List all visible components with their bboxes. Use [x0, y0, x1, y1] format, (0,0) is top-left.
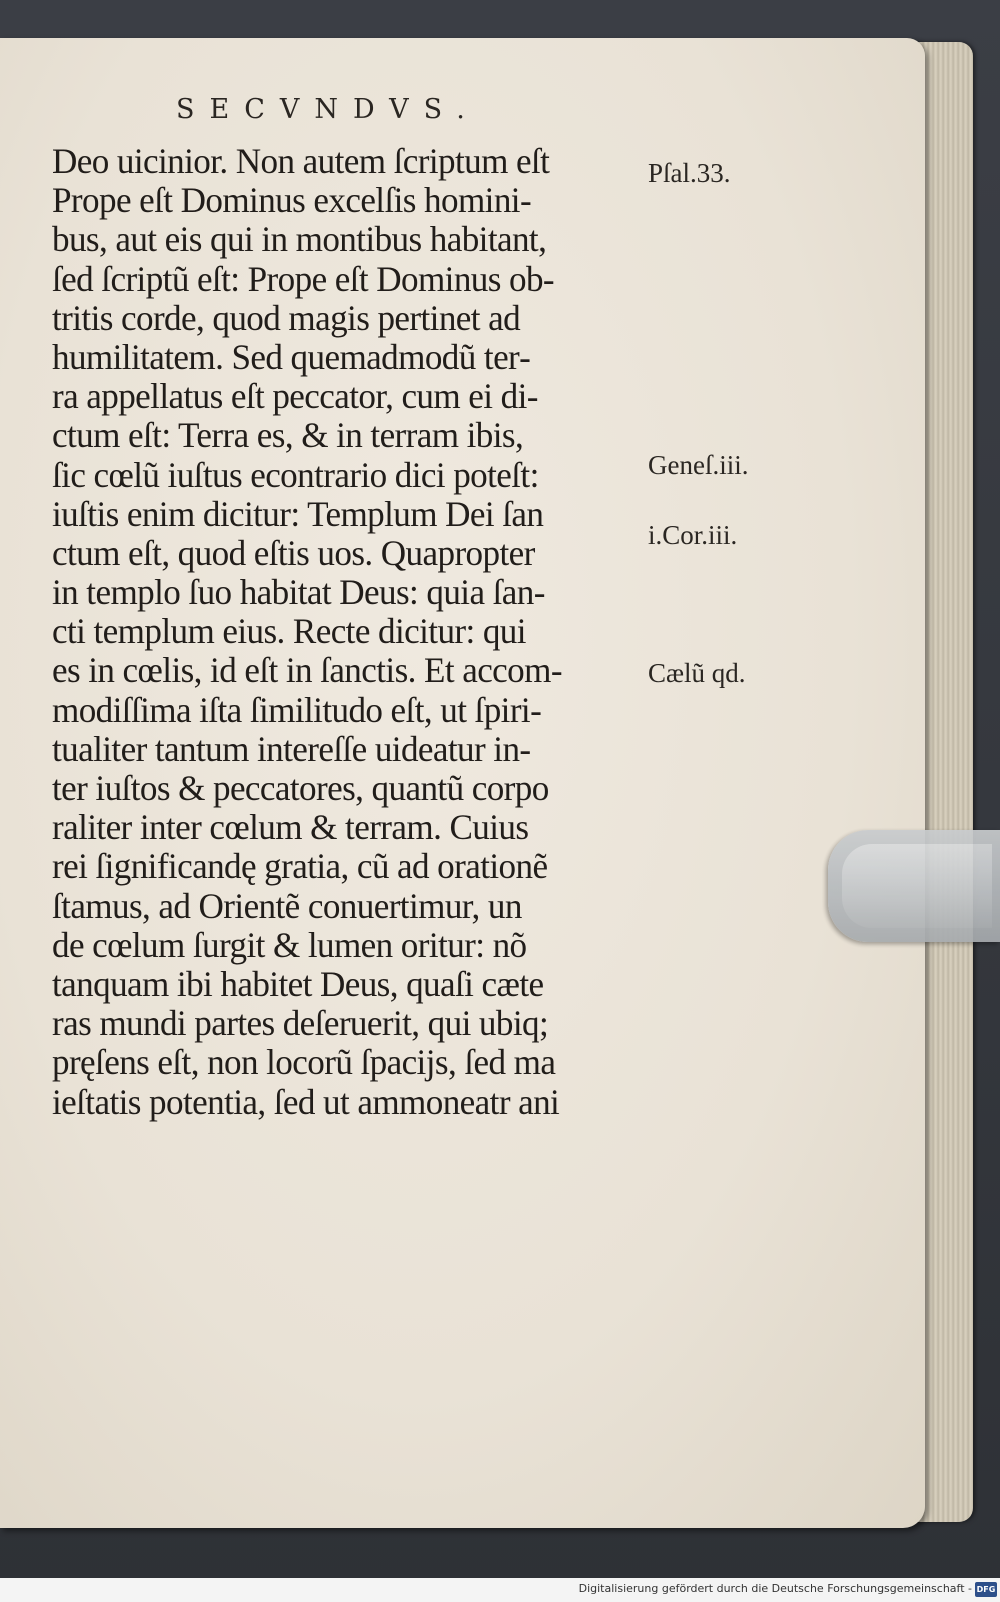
- text-line: modiſſima iſta ſimilitudo eſt, ut ſpiri‑: [52, 689, 542, 730]
- text-line: ra appellatus eſt peccator, cum ei di‑: [52, 376, 538, 417]
- text-line: ter iuſtos & peccatores, quantũ corpo: [52, 768, 549, 808]
- text-line: Deo uicinior. Non autem ſcriptum eſt: [52, 141, 550, 181]
- text-line: raliter inter cœlum & terram. Cuius: [52, 807, 529, 848]
- text-line: ras mundi partes deſeruerit, qui ubiq;: [52, 1003, 549, 1044]
- text-line: rei ſignificandę gratia, cũ ad orationẽ: [52, 846, 548, 887]
- text-line: cti templum eius. Recte dicitur: qui: [52, 611, 526, 652]
- page-clip: [828, 830, 1000, 942]
- margin-note-genes: Geneſ.iii.: [648, 450, 749, 480]
- text-line: ctum eſt: Terra es, & in terram ibis,: [52, 415, 524, 456]
- body-text: [52, 142, 652, 1122]
- text-line: tritis corde, quod magis pertinet ad: [52, 297, 521, 338]
- margin-note-cor: i.Cor.iii.: [648, 520, 738, 550]
- text-line: in templo ſuo habitat Deus: quia ſan‑: [52, 572, 545, 613]
- text-line: ctum eſt, quod eſtis uos. Quapropter: [52, 532, 535, 573]
- text-line: de cœlum ſurgit & lumen oritur: nõ: [52, 924, 527, 965]
- text-line: humilitatem. Sed quemadmodũ ter‑: [52, 336, 531, 377]
- text-line: Prope eſt Dominus excelſis homini‑: [52, 180, 532, 221]
- text-line: pręſens eſt, non locorũ ſpacijs, ſed ma: [52, 1042, 556, 1083]
- running-head: SECVNDVS.: [176, 94, 480, 125]
- text-line: tualiter tantum intereſſe uideatur in‑: [52, 728, 531, 769]
- footer-bar: [0, 1578, 1000, 1602]
- margin-note-caelum: Cælũ qd.: [648, 658, 746, 688]
- text-line: iuſtis enim dicitur: Templum Dei ſan: [52, 493, 544, 534]
- text-line: ſic cœlũ iuſtus econtrario dici poteſt:: [52, 454, 539, 495]
- text-line: es in cœlis, id eſt in ſanctis. Et accom‑: [52, 650, 562, 691]
- footer-credit: Digitalisierung gefördert durch die Deutsche Forschungsgemeinschaft -: [578, 1582, 972, 1595]
- text-line: ieſtatis potentia, ſed ut ammoneatr ani: [52, 1081, 560, 1122]
- text-line: ſed ſcriptũ eſt: Prope eſt Dominus ob‑: [52, 258, 555, 299]
- text-line: tanquam ibi habitet Deus, quaſi cæte: [52, 963, 544, 1004]
- dfg-logo-icon: DFG: [975, 1582, 997, 1597]
- text-line: ſtamus, ad Orientẽ conuertimur, un: [52, 885, 522, 926]
- text-line: bus, aut eis qui in montibus habitant,: [52, 219, 547, 260]
- margin-note-psal: Pſal.33.: [648, 158, 731, 188]
